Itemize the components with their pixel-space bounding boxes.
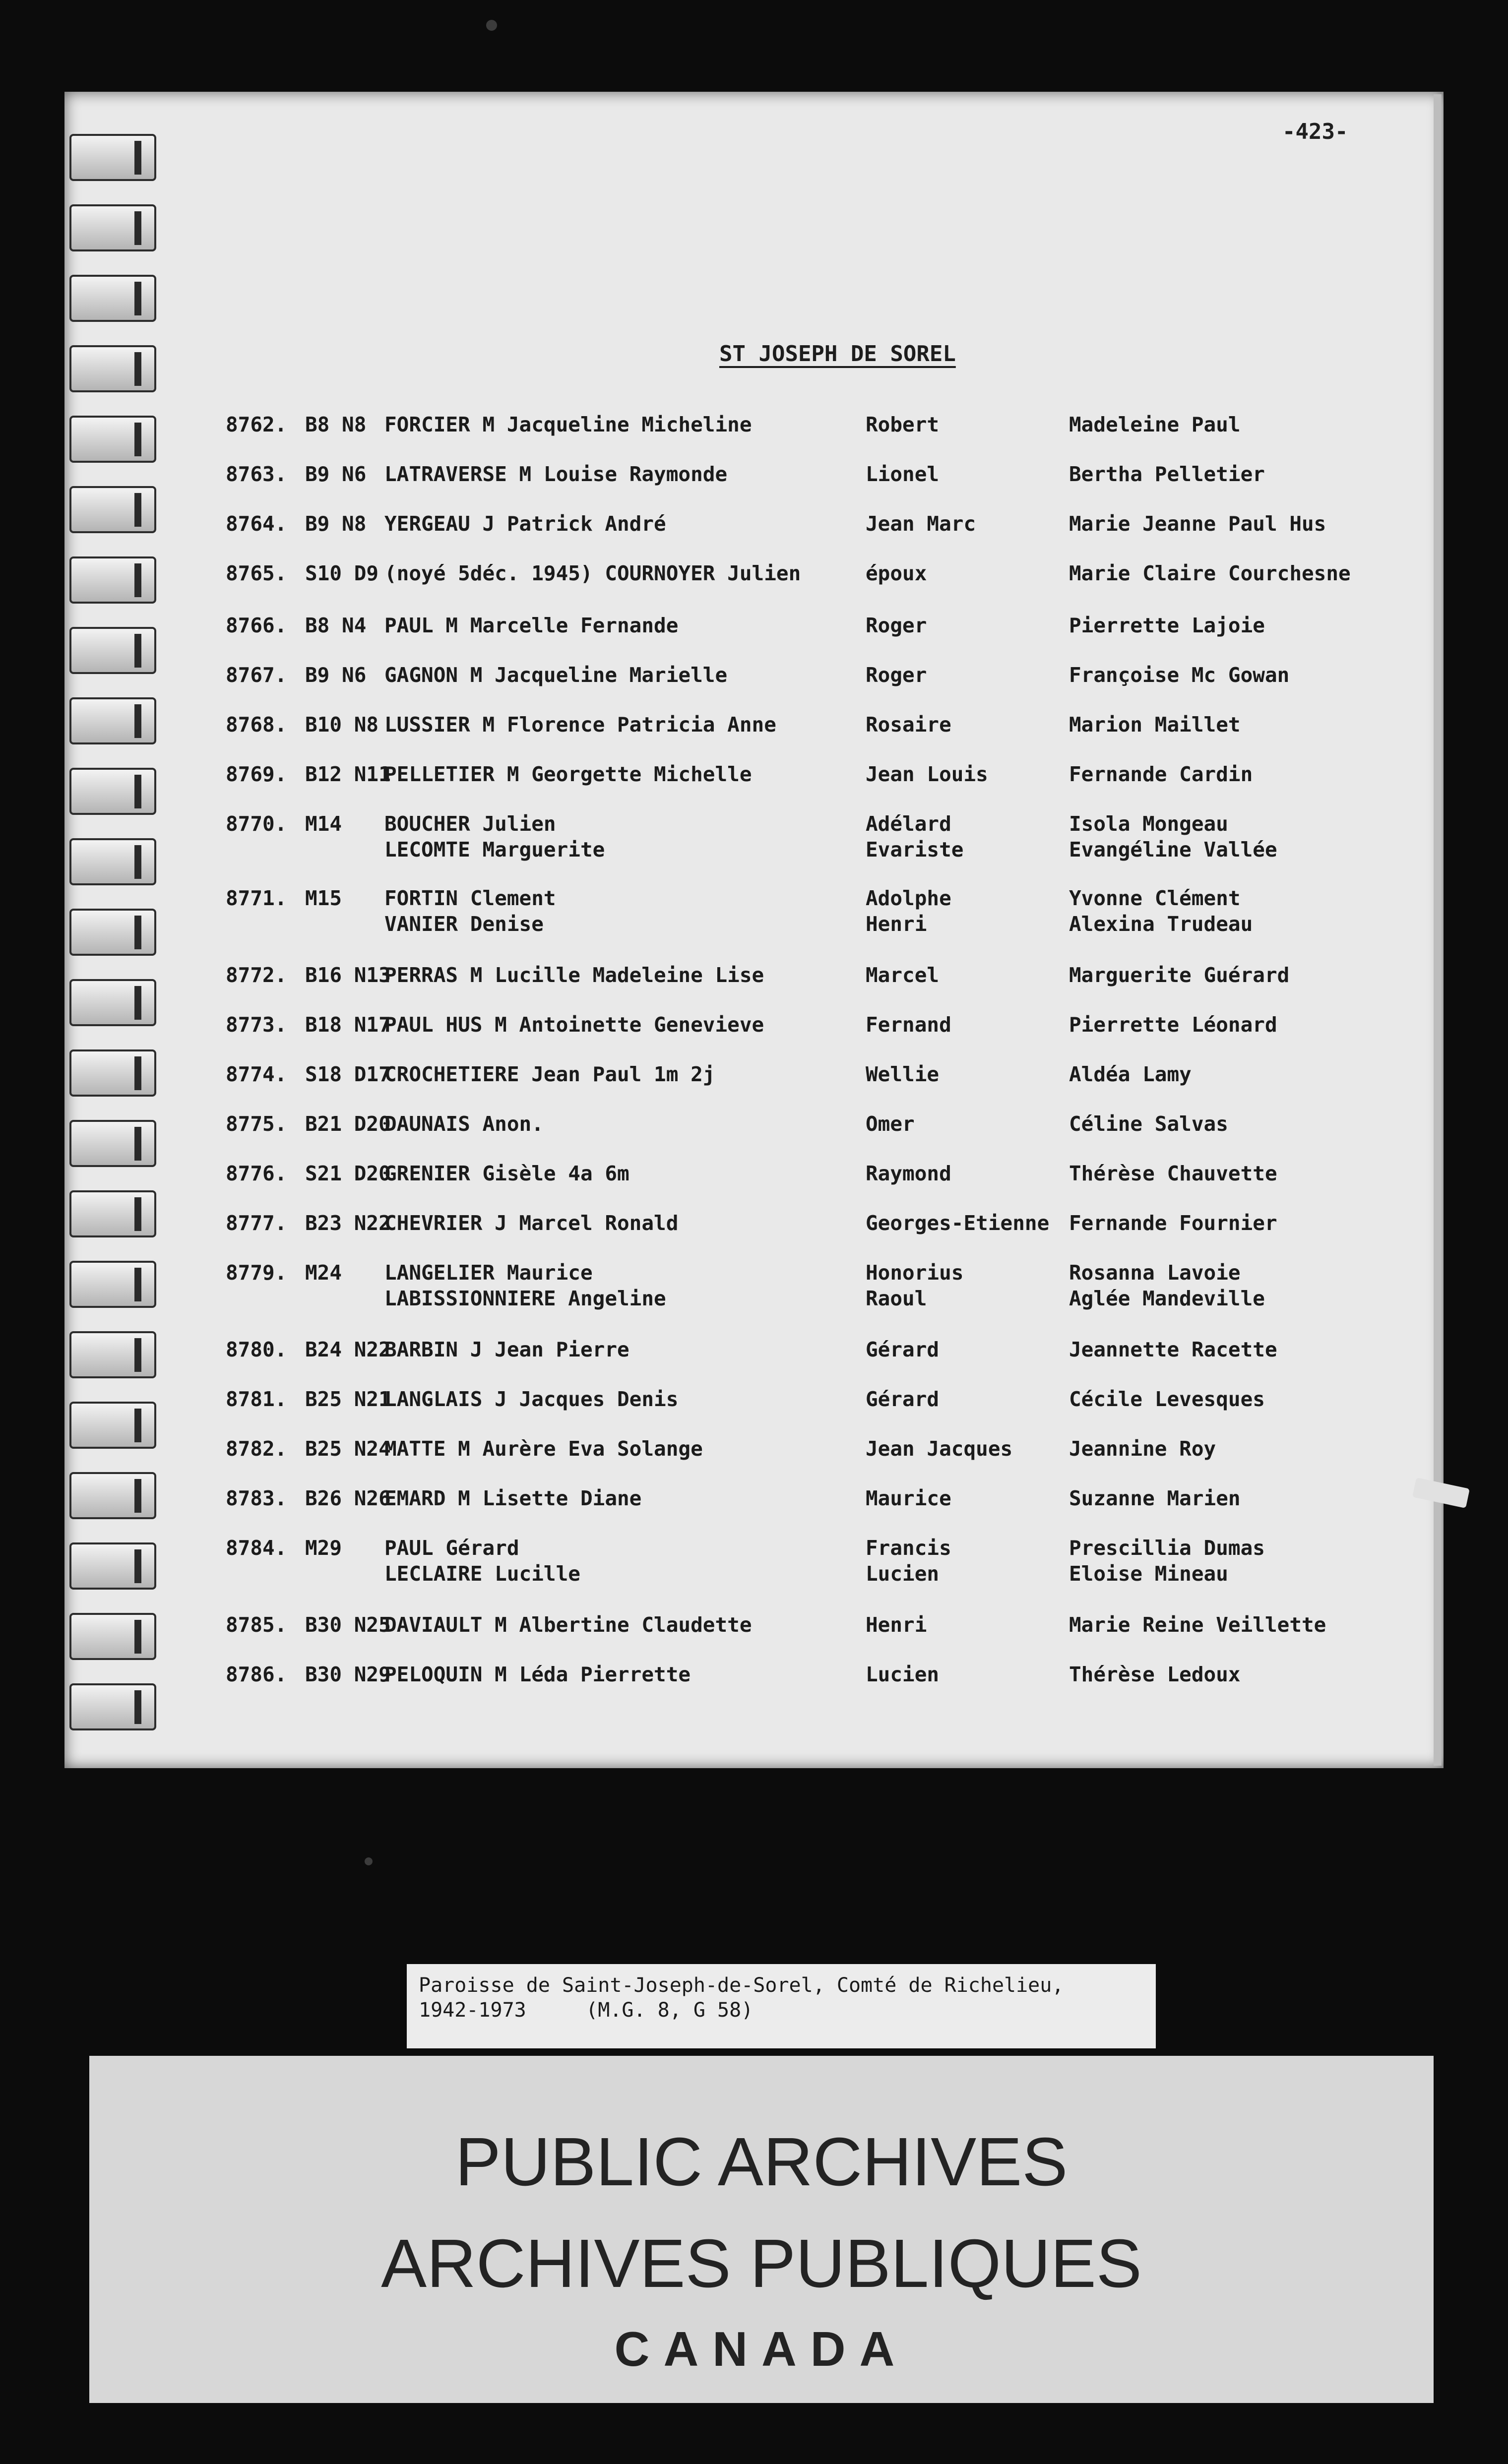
entry-number-line: 8766. xyxy=(226,614,287,637)
entry-father-line: Gérard xyxy=(866,1338,940,1361)
entry-mother-line: Evangéline Vallée xyxy=(1069,838,1277,862)
entry-father xyxy=(866,1061,1074,1087)
stamp-line-english: PUBLIC ARCHIVES xyxy=(455,2124,1068,2200)
entry-reference xyxy=(305,1485,391,1511)
entry-mother xyxy=(1069,1012,1426,1038)
page-edge xyxy=(1434,94,1442,1766)
entry-number xyxy=(226,761,305,787)
entry-reference xyxy=(305,1662,391,1687)
entry-number-line: 8780. xyxy=(226,1338,287,1361)
entry-number xyxy=(226,712,305,738)
entry-father-line: Robert xyxy=(866,413,940,436)
entry-number xyxy=(226,962,305,988)
archive-caption xyxy=(407,1964,1156,2048)
entry-father-line: Raymond xyxy=(866,1162,951,1185)
entry-number xyxy=(226,1061,305,1087)
entry-reference xyxy=(305,885,384,911)
binding-ring xyxy=(69,1402,156,1449)
entry-mother xyxy=(1069,1337,1426,1362)
binding-ring xyxy=(69,1542,156,1590)
entry-name-line: PAUL HUS M Antoinette Genevieve xyxy=(384,1013,764,1037)
entry-mother xyxy=(1069,662,1426,688)
entry-number xyxy=(226,811,305,837)
entry-father-line: Jean Louis xyxy=(866,762,988,786)
entry-reference-line: M15 xyxy=(305,886,342,910)
entry-father-line: Francis xyxy=(866,1536,951,1560)
binding-ring xyxy=(69,1190,156,1237)
entry-mother xyxy=(1069,511,1426,537)
binding-ring xyxy=(69,1683,156,1730)
entry-mother xyxy=(1069,560,1426,586)
entry-reference-line: B25 N24 xyxy=(305,1437,391,1461)
entry-father-line: Maurice xyxy=(866,1486,951,1510)
entry-mother-line: Alexina Trudeau xyxy=(1069,912,1253,936)
entry-mother xyxy=(1069,412,1426,437)
binding-ring xyxy=(69,275,156,322)
entry-name-line: VANIER Denise xyxy=(384,912,544,936)
entry-reference xyxy=(305,613,384,638)
entry-reference-line: B12 N11 xyxy=(305,762,391,786)
entry-father-line: Jean Jacques xyxy=(866,1437,1013,1461)
entry-mother-line: Madeleine Paul xyxy=(1069,413,1241,436)
entry-reference xyxy=(305,1386,391,1412)
entry-mother xyxy=(1069,1535,1426,1587)
entry-reference xyxy=(305,560,384,586)
entry-father xyxy=(866,962,1074,988)
entry-number-line: 8765. xyxy=(226,561,287,585)
binding-ring xyxy=(69,1472,156,1519)
entry-mother-line: Thérèse Ledoux xyxy=(1069,1663,1241,1686)
entry-reference xyxy=(305,662,384,688)
entry-mother xyxy=(1069,1612,1426,1638)
entry-mother xyxy=(1069,761,1426,787)
entry-number xyxy=(226,1436,305,1462)
entry-name-line: FORTIN Clement xyxy=(384,886,556,910)
entry-father-line: Rosaire xyxy=(866,713,951,737)
entry-name-line: GRENIER Gisèle 4a 6m xyxy=(384,1162,629,1185)
entry-mother-line: Fernande Fournier xyxy=(1069,1211,1277,1235)
entry-reference-line: B26 N26 xyxy=(305,1486,391,1510)
entry-number xyxy=(226,461,305,487)
entry-mother xyxy=(1069,712,1426,738)
binding-ring xyxy=(69,204,156,251)
entry-father xyxy=(866,1612,1074,1638)
entry-number-line: 8769. xyxy=(226,762,287,786)
entry-mother-line: Eloise Mineau xyxy=(1069,1562,1228,1586)
entry-reference xyxy=(305,511,384,537)
entry-name-line: MATTE M Aurère Eva Solange xyxy=(384,1437,703,1461)
entry-father-line: Lucien xyxy=(866,1663,940,1686)
entry-name-line: PAUL M Marcelle Fernande xyxy=(384,614,679,637)
entry-number xyxy=(226,613,305,638)
caption-line: Paroisse de Saint-Joseph-de-Sorel, Comté de Richelieu, xyxy=(419,1974,1064,1997)
entry-reference-line: S10 D9 xyxy=(305,561,379,585)
entry-father xyxy=(866,1662,1074,1687)
entry-mother xyxy=(1069,1210,1426,1236)
entry-mother-line: Céline Salvas xyxy=(1069,1112,1228,1136)
entry-father-line: Raoul xyxy=(866,1287,927,1310)
entry-name-line: CHEVRIER J Marcel Ronald xyxy=(384,1211,679,1235)
entry-father xyxy=(866,761,1074,787)
entry-name-line: FORCIER M Jacqueline Micheline xyxy=(384,413,752,436)
entry-reference-line: B9 N8 xyxy=(305,512,367,536)
entry-father xyxy=(866,1210,1074,1236)
entry-father-line: Evariste xyxy=(866,838,964,862)
entry-number-line: 8774. xyxy=(226,1062,287,1086)
entry-reference xyxy=(305,1337,391,1362)
entry-number-line: 8770. xyxy=(226,812,287,836)
binding-ring xyxy=(69,768,156,815)
entry-mother-line: Marie Claire Courchesne xyxy=(1069,561,1351,585)
entry-number-line: 8777. xyxy=(226,1211,287,1235)
entry-father-line: Wellie xyxy=(866,1062,940,1086)
binding-ring xyxy=(69,486,156,533)
entry-name-line: LATRAVERSE M Louise Raymonde xyxy=(384,462,728,486)
entry-number xyxy=(226,560,305,586)
entry-name-line: PELLETIER M Georgette Michelle xyxy=(384,762,752,786)
entry-mother-line: Marie Jeanne Paul Hus xyxy=(1069,512,1326,536)
entry-mother-line: Aglée Mandeville xyxy=(1069,1287,1265,1310)
binding-ring xyxy=(69,345,156,392)
binding-ring xyxy=(69,416,156,463)
entry-mother xyxy=(1069,1061,1426,1087)
entry-reference-line: B30 N29 xyxy=(305,1663,391,1686)
entry-reference xyxy=(305,1612,391,1638)
entry-father-line: Gérard xyxy=(866,1387,940,1411)
entry-mother xyxy=(1069,1260,1426,1311)
entry-name-line: CROCHETIERE Jean Paul 1m 2j xyxy=(384,1062,715,1086)
entry-name-line: LECOMTE Marguerite xyxy=(384,838,605,862)
entry-reference xyxy=(305,412,384,437)
entry-father xyxy=(866,511,1074,537)
entry-number-line: 8764. xyxy=(226,512,287,536)
entry-number xyxy=(226,1012,305,1038)
entry-reference-line: B9 N6 xyxy=(305,462,367,486)
entry-reference-line: B24 N22 xyxy=(305,1338,391,1361)
entry-number-line: 8784. xyxy=(226,1536,287,1560)
entry-mother-line: Suzanne Marien xyxy=(1069,1486,1241,1510)
entry-name-line: LANGELIER Maurice xyxy=(384,1261,593,1285)
entry-mother-line: Yvonne Clément xyxy=(1069,886,1241,910)
entry-mother xyxy=(1069,885,1426,937)
entry-number xyxy=(226,1161,305,1186)
entry-name-line: DAUNAIS Anon. xyxy=(384,1112,544,1136)
entry-number xyxy=(226,1111,305,1137)
entry-name-line: LABISSIONNIERE Angeline xyxy=(384,1287,666,1310)
entry-name-line: LECLAIRE Lucille xyxy=(384,1562,580,1586)
entry-father-line: Adélard xyxy=(866,812,951,836)
entry-number-line: 8786. xyxy=(226,1663,287,1686)
entry-reference xyxy=(305,1436,391,1462)
entry-mother-line: Marie Reine Veillette xyxy=(1069,1613,1326,1637)
entry-name-line: PELOQUIN M Léda Pierrette xyxy=(384,1663,691,1686)
entry-reference-line: S18 D17 xyxy=(305,1062,391,1086)
binding-ring xyxy=(69,838,156,885)
entry-reference-line: B18 N17 xyxy=(305,1013,391,1037)
entry-reference xyxy=(305,1111,391,1137)
entry-name-line: GAGNON M Jacqueline Marielle xyxy=(384,663,728,687)
entry-number xyxy=(226,1386,305,1412)
entry-number-line: 8771. xyxy=(226,886,287,910)
entry-mother-line: Cécile Levesques xyxy=(1069,1387,1265,1411)
entry-number xyxy=(226,412,305,437)
entry-name-line: LANGLAIS J Jacques Denis xyxy=(384,1387,679,1411)
entry-father-line: époux xyxy=(866,561,927,585)
entry-father-line: Fernand xyxy=(866,1013,951,1037)
entry-father xyxy=(866,1260,1074,1311)
entry-father xyxy=(866,1436,1074,1462)
binding-ring xyxy=(69,1049,156,1097)
entry-father-line: Honorius xyxy=(866,1261,964,1285)
entry-father xyxy=(866,1535,1074,1587)
entry-name-line: LUSSIER M Florence Patricia Anne xyxy=(384,713,776,737)
binding-ring xyxy=(69,979,156,1026)
entry-reference-line: M24 xyxy=(305,1261,342,1285)
entry-father-line: Marcel xyxy=(866,963,940,987)
entry-mother-line: Bertha Pelletier xyxy=(1069,462,1265,486)
entry-mother-line: Marguerite Guérard xyxy=(1069,963,1290,987)
entry-father xyxy=(866,461,1074,487)
entry-reference-line: B25 N21 xyxy=(305,1387,391,1411)
entry-reference-line: B21 D20 xyxy=(305,1112,391,1136)
entry-mother-line: Jeannette Racette xyxy=(1069,1338,1277,1361)
stamp-line-country: CANADA xyxy=(614,2322,909,2376)
entry-father-line: Georges-Etienne xyxy=(866,1211,1050,1235)
entry-mother-line: Françoise Mc Gowan xyxy=(1069,663,1290,687)
entry-number xyxy=(226,1260,305,1286)
entry-mother xyxy=(1069,1436,1426,1462)
entry-father xyxy=(866,885,1074,937)
entry-father xyxy=(866,1337,1074,1362)
entry-father xyxy=(866,1386,1074,1412)
entry-number-line: 8772. xyxy=(226,963,287,987)
entry-father xyxy=(866,662,1074,688)
dust-speck xyxy=(486,20,497,31)
entry-reference xyxy=(305,1161,391,1186)
entry-father xyxy=(866,712,1074,738)
entry-number xyxy=(226,511,305,537)
entry-mother xyxy=(1069,1485,1426,1511)
entry-mother-line: Jeannine Roy xyxy=(1069,1437,1216,1461)
entry-name-line: BARBIN J Jean Pierre xyxy=(384,1338,629,1361)
entry-name-line: PAUL Gérard xyxy=(384,1536,519,1560)
entry-mother-line: Marion Maillet xyxy=(1069,713,1241,737)
binding-ring xyxy=(69,909,156,956)
entry-reference-line: B30 N25 xyxy=(305,1613,391,1637)
entry-name-line: (noyé 5déc. 1945) COURNOYER Julien xyxy=(384,561,801,585)
entry-reference-line: M29 xyxy=(305,1536,342,1560)
entry-father xyxy=(866,613,1074,638)
binding-ring xyxy=(69,1261,156,1308)
entry-number xyxy=(226,1612,305,1638)
binding-ring xyxy=(69,697,156,744)
entry-number-line: 8773. xyxy=(226,1013,287,1037)
entry-number-line: 8781. xyxy=(226,1387,287,1411)
binding-ring xyxy=(69,1120,156,1167)
entry-reference-line: B10 N8 xyxy=(305,713,379,737)
entry-number xyxy=(226,1535,305,1561)
entry-number-line: 8782. xyxy=(226,1437,287,1461)
entry-father xyxy=(866,412,1074,437)
entry-mother xyxy=(1069,1662,1426,1687)
binding-ring xyxy=(69,556,156,604)
entry-mother-line: Prescillia Dumas xyxy=(1069,1536,1265,1560)
entry-father xyxy=(866,1161,1074,1186)
entry-name-line: PERRAS M Lucille Madeleine Lise xyxy=(384,963,764,987)
entry-reference-line: B16 N13 xyxy=(305,963,391,987)
entry-father-line: Omer xyxy=(866,1112,915,1136)
entry-father-line: Adolphe xyxy=(866,886,951,910)
caption-line: 1942-1973 (M.G. 8, G 58) xyxy=(419,1999,754,2022)
entry-number-line: 8763. xyxy=(226,462,287,486)
entry-number-line: 8775. xyxy=(226,1112,287,1136)
entry-mother xyxy=(1069,461,1426,487)
entry-name-line: EMARD M Lisette Diane xyxy=(384,1486,642,1510)
entry-mother xyxy=(1069,613,1426,638)
dust-speck xyxy=(365,1857,373,1865)
entry-mother-line: Rosanna Lavoie xyxy=(1069,1261,1241,1285)
entry-number-line: 8762. xyxy=(226,413,287,436)
binding-ring xyxy=(69,1331,156,1378)
entry-father xyxy=(866,560,1074,586)
entry-reference xyxy=(305,712,384,738)
entry-father xyxy=(866,1111,1074,1137)
entry-reference-line: B8 N4 xyxy=(305,614,367,637)
entry-mother-line: Pierrette Lajoie xyxy=(1069,614,1265,637)
stamp-line-french: ARCHIVES PUBLIQUES xyxy=(381,2225,1142,2302)
entry-number xyxy=(226,1337,305,1362)
entry-number xyxy=(226,1662,305,1687)
entry-mother xyxy=(1069,1386,1426,1412)
entry-mother-line: Fernande Cardin xyxy=(1069,762,1253,786)
entry-reference xyxy=(305,1210,391,1236)
entry-reference-line: S21 D20 xyxy=(305,1162,391,1185)
entry-mother-line: Aldéa Lamy xyxy=(1069,1062,1192,1086)
entry-father-line: Jean Marc xyxy=(866,512,976,536)
entry-father-line: Henri xyxy=(866,1613,927,1637)
entry-mother xyxy=(1069,962,1426,988)
entry-reference-line: B8 N8 xyxy=(305,413,367,436)
binding-ring xyxy=(69,134,156,181)
entry-mother-line: Thérèse Chauvette xyxy=(1069,1162,1277,1185)
entry-reference xyxy=(305,461,384,487)
entry-reference xyxy=(305,1260,384,1286)
entry-name-line: DAVIAULT M Albertine Claudette xyxy=(384,1613,752,1637)
entry-number xyxy=(226,885,305,911)
entry-father-line: Lionel xyxy=(866,462,940,486)
entry-mother xyxy=(1069,811,1426,862)
entry-number-line: 8768. xyxy=(226,713,287,737)
entry-reference-line: M14 xyxy=(305,812,342,836)
entry-reference xyxy=(305,1012,391,1038)
entry-number xyxy=(226,1485,305,1511)
page-number: -423- xyxy=(1282,119,1348,144)
entry-number-line: 8779. xyxy=(226,1261,287,1285)
entry-reference-line: B9 N6 xyxy=(305,663,367,687)
entry-reference-line: B23 N22 xyxy=(305,1211,391,1235)
entry-mother xyxy=(1069,1111,1426,1137)
entry-mother xyxy=(1069,1161,1426,1186)
entry-father-line: Lucien xyxy=(866,1562,940,1586)
entry-father xyxy=(866,811,1074,862)
entry-father-line: Roger xyxy=(866,614,927,637)
entry-number xyxy=(226,1210,305,1236)
entry-father-line: Roger xyxy=(866,663,927,687)
binding-ring xyxy=(69,627,156,674)
entry-reference xyxy=(305,761,391,787)
entry-reference xyxy=(305,1061,391,1087)
entry-reference xyxy=(305,1535,384,1561)
entry-reference xyxy=(305,962,391,988)
archives-stamp xyxy=(89,2056,1434,2403)
entry-name-line: BOUCHER Julien xyxy=(384,812,556,836)
entry-reference xyxy=(305,811,384,837)
entry-father xyxy=(866,1485,1074,1511)
binding-ring xyxy=(69,1613,156,1660)
spiral-binding xyxy=(69,134,169,1761)
entry-number-line: 8776. xyxy=(226,1162,287,1185)
entry-number-line: 8767. xyxy=(226,663,287,687)
entry-number-line: 8785. xyxy=(226,1613,287,1637)
page-title: ST JOSEPH DE SOREL xyxy=(719,341,956,367)
entry-father xyxy=(866,1012,1074,1038)
entry-number-line: 8783. xyxy=(226,1486,287,1510)
entry-father-line: Henri xyxy=(866,912,927,936)
entry-name-line: YERGEAU J Patrick André xyxy=(384,512,666,536)
entry-mother-line: Isola Mongeau xyxy=(1069,812,1228,836)
entry-number xyxy=(226,662,305,688)
entry-mother-line: Pierrette Léonard xyxy=(1069,1013,1277,1037)
